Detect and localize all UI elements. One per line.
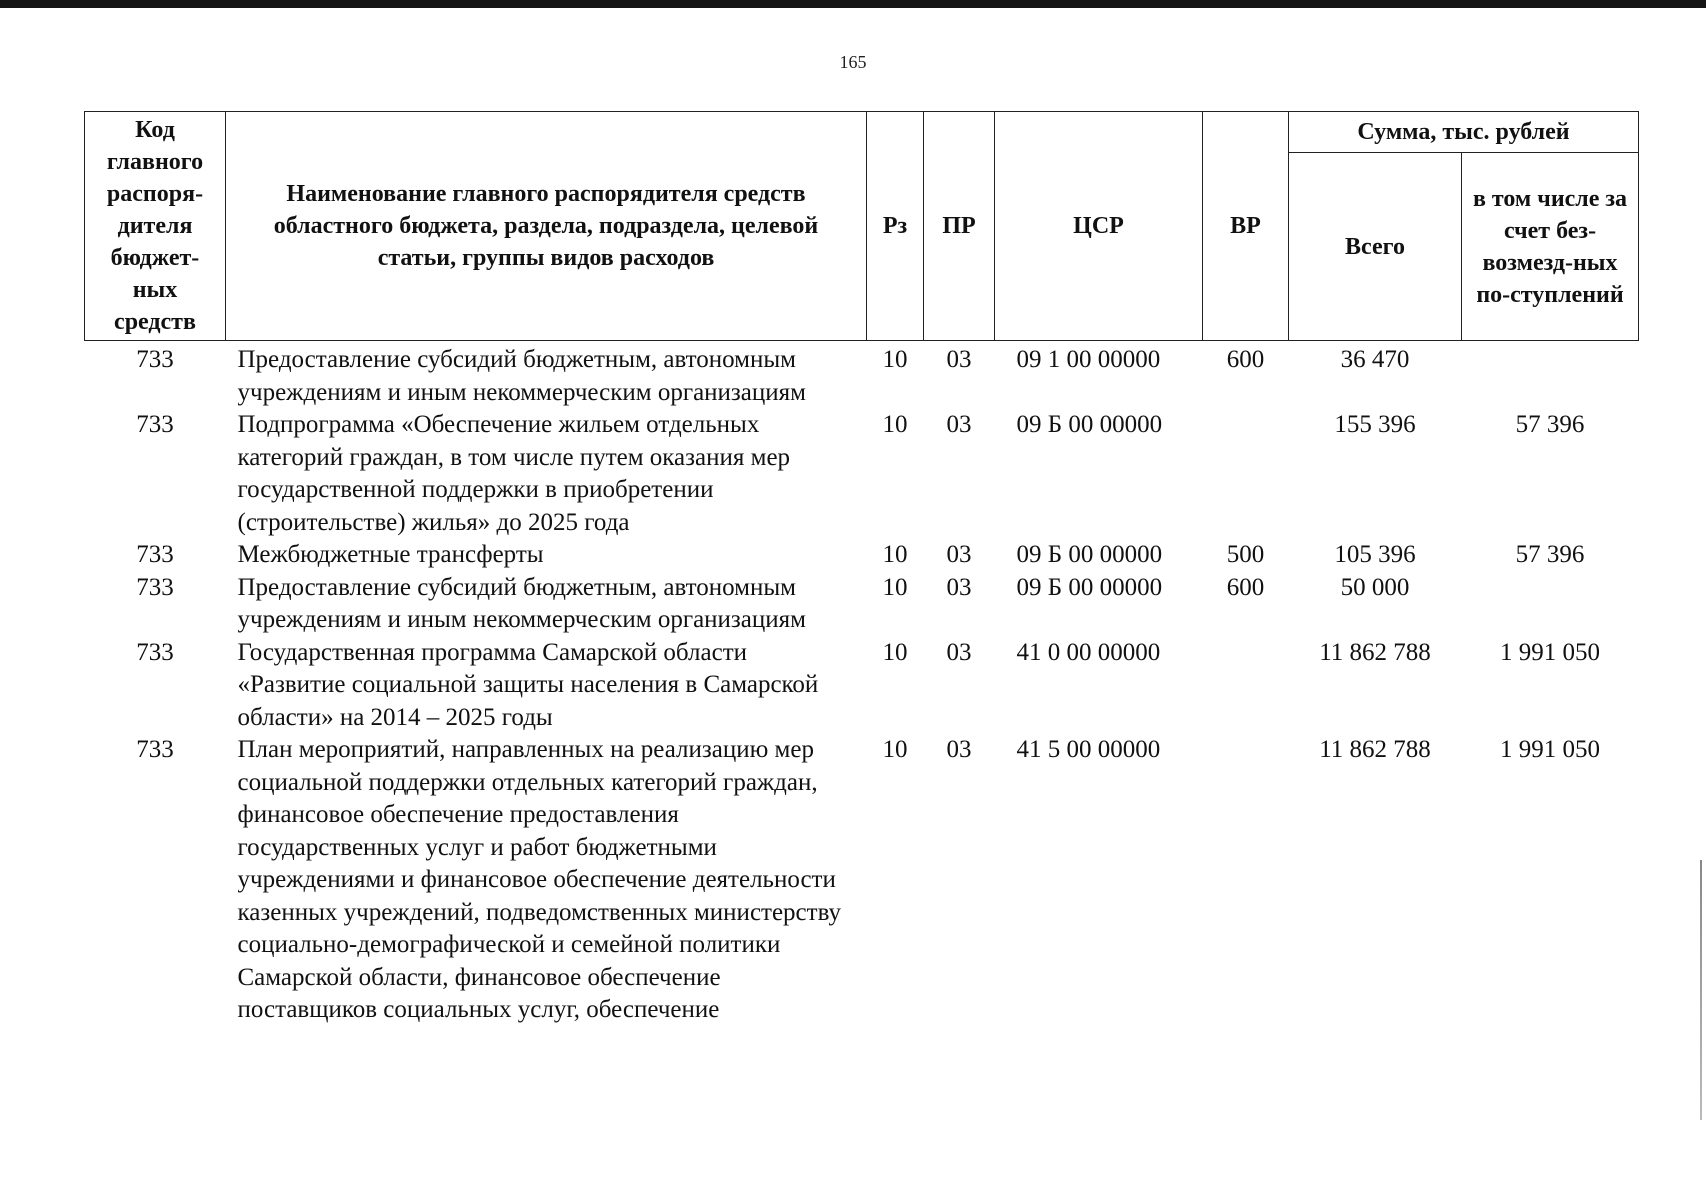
cell-csr: 41 0 00 00000 xyxy=(1016,638,1161,666)
cell-rz: 10 xyxy=(882,573,908,601)
cell-incl xyxy=(1462,341,1639,410)
cell-vr: 500 xyxy=(1226,541,1265,568)
table-row xyxy=(85,637,1639,735)
cell-vr xyxy=(1203,409,1289,539)
cell-code: 733 xyxy=(136,736,174,763)
cell-csr: 41 5 00 00000 xyxy=(1016,736,1161,763)
cell-vr xyxy=(1203,637,1289,735)
cell-name: Межбюджетные трансферты xyxy=(237,541,544,568)
cell-total: 155 396 xyxy=(1334,411,1416,438)
cell-name: Предоставление субсидий бюджетным, автономным учреждениям и иным некоммерческим организациям xyxy=(237,573,806,633)
cell-incl: 57 396 xyxy=(1515,411,1585,438)
cell-rz: 10 xyxy=(882,541,908,568)
cell-pr: 03 xyxy=(946,346,972,373)
table-row xyxy=(85,409,1639,539)
header-rz: Рз xyxy=(867,112,924,341)
header-pr: ПР xyxy=(924,112,995,341)
cell-incl xyxy=(1462,572,1639,637)
cell-rz: 10 xyxy=(882,736,908,763)
cell-total: 11 862 788 xyxy=(1319,736,1431,763)
header-total: Всего xyxy=(1289,153,1462,341)
cell-name: Государственная программа Самарской области «Развитие социальной защиты населения в Самарской области» на 2014 – 2025 годы xyxy=(237,638,819,731)
cell-pr: 03 xyxy=(946,573,972,601)
cell-total: 11 862 788 xyxy=(1319,638,1431,666)
cell-code: 733 xyxy=(136,346,174,373)
cell-vr xyxy=(1203,734,1289,1027)
cell-csr: 09 Б 00 00000 xyxy=(1016,573,1163,601)
cell-code: 733 xyxy=(136,411,174,438)
cell-code: 733 xyxy=(136,541,174,568)
page-number: 165 xyxy=(839,52,867,72)
cell-total: 50 000 xyxy=(1340,573,1410,601)
cell-rz: 10 xyxy=(882,638,908,666)
cell-code: 733 xyxy=(136,573,174,601)
budget-table xyxy=(84,111,1639,1027)
header-vr: ВР xyxy=(1203,112,1289,341)
table-row xyxy=(85,572,1639,637)
header-sum-group: Сумма, тыс. рублей xyxy=(1289,112,1639,153)
cell-incl: 1 991 050 xyxy=(1500,736,1600,763)
table-row xyxy=(85,734,1639,1027)
top-border xyxy=(0,0,1706,8)
cell-rz: 10 xyxy=(882,346,908,373)
cell-csr: 09 Б 00 00000 xyxy=(1016,411,1163,438)
cell-vr: 600 xyxy=(1226,346,1265,373)
cell-pr: 03 xyxy=(946,638,972,666)
cell-pr: 03 xyxy=(946,541,972,568)
cell-incl: 57 396 xyxy=(1515,541,1585,568)
cell-csr: 09 1 00 00000 xyxy=(1016,346,1161,373)
cell-rz: 10 xyxy=(882,411,908,438)
table-row xyxy=(85,341,1639,410)
cell-code: 733 xyxy=(136,638,174,666)
scan-edge-mark xyxy=(1700,860,1702,1120)
table-header xyxy=(85,112,1639,341)
cell-vr: 600 xyxy=(1226,573,1265,601)
cell-name: Подпрограмма «Обеспечение жильем отдельных категорий граждан, в том числе путем оказания мер государственной поддержки в приобретении (строительстве) жилья» до 2025 года xyxy=(237,411,791,536)
cell-total: 105 396 xyxy=(1334,541,1416,568)
table-body xyxy=(85,341,1639,1027)
cell-pr: 03 xyxy=(946,411,972,438)
header-incl: в том числе за счет без-возмезд-ных по-ступлений xyxy=(1462,153,1639,341)
table-row xyxy=(85,539,1639,572)
cell-total: 36 470 xyxy=(1340,346,1410,373)
cell-csr: 09 Б 00 00000 xyxy=(1016,541,1163,568)
cell-pr: 03 xyxy=(946,736,972,763)
header-csr: ЦСР xyxy=(995,112,1203,341)
cell-incl: 1 991 050 xyxy=(1500,638,1600,666)
cell-name: План мероприятий, направленных на реализацию мер социальной поддержки отдельных категорий граждан, финансовое обеспечение предоставления государственных услуг и работ бюджетными учреждениями и финансовое обеспечение деятельности казенных учреждений, подведомственных министерству социально-демографической и семейной политики Самарской области, финансовое обеспечение поставщиков социальных услуг, обеспечение xyxy=(237,736,842,1023)
header-code: Код главного распоря-дителя бюджет-ных средств xyxy=(85,112,226,341)
header-name: Наименование главного распорядителя средств областного бюджета, раздела, подраздела, целевой статьи, группы видов расходов xyxy=(226,112,867,341)
cell-name: Предоставление субсидий бюджетным, автономным учреждениям и иным некоммерческим организациям xyxy=(237,346,806,406)
